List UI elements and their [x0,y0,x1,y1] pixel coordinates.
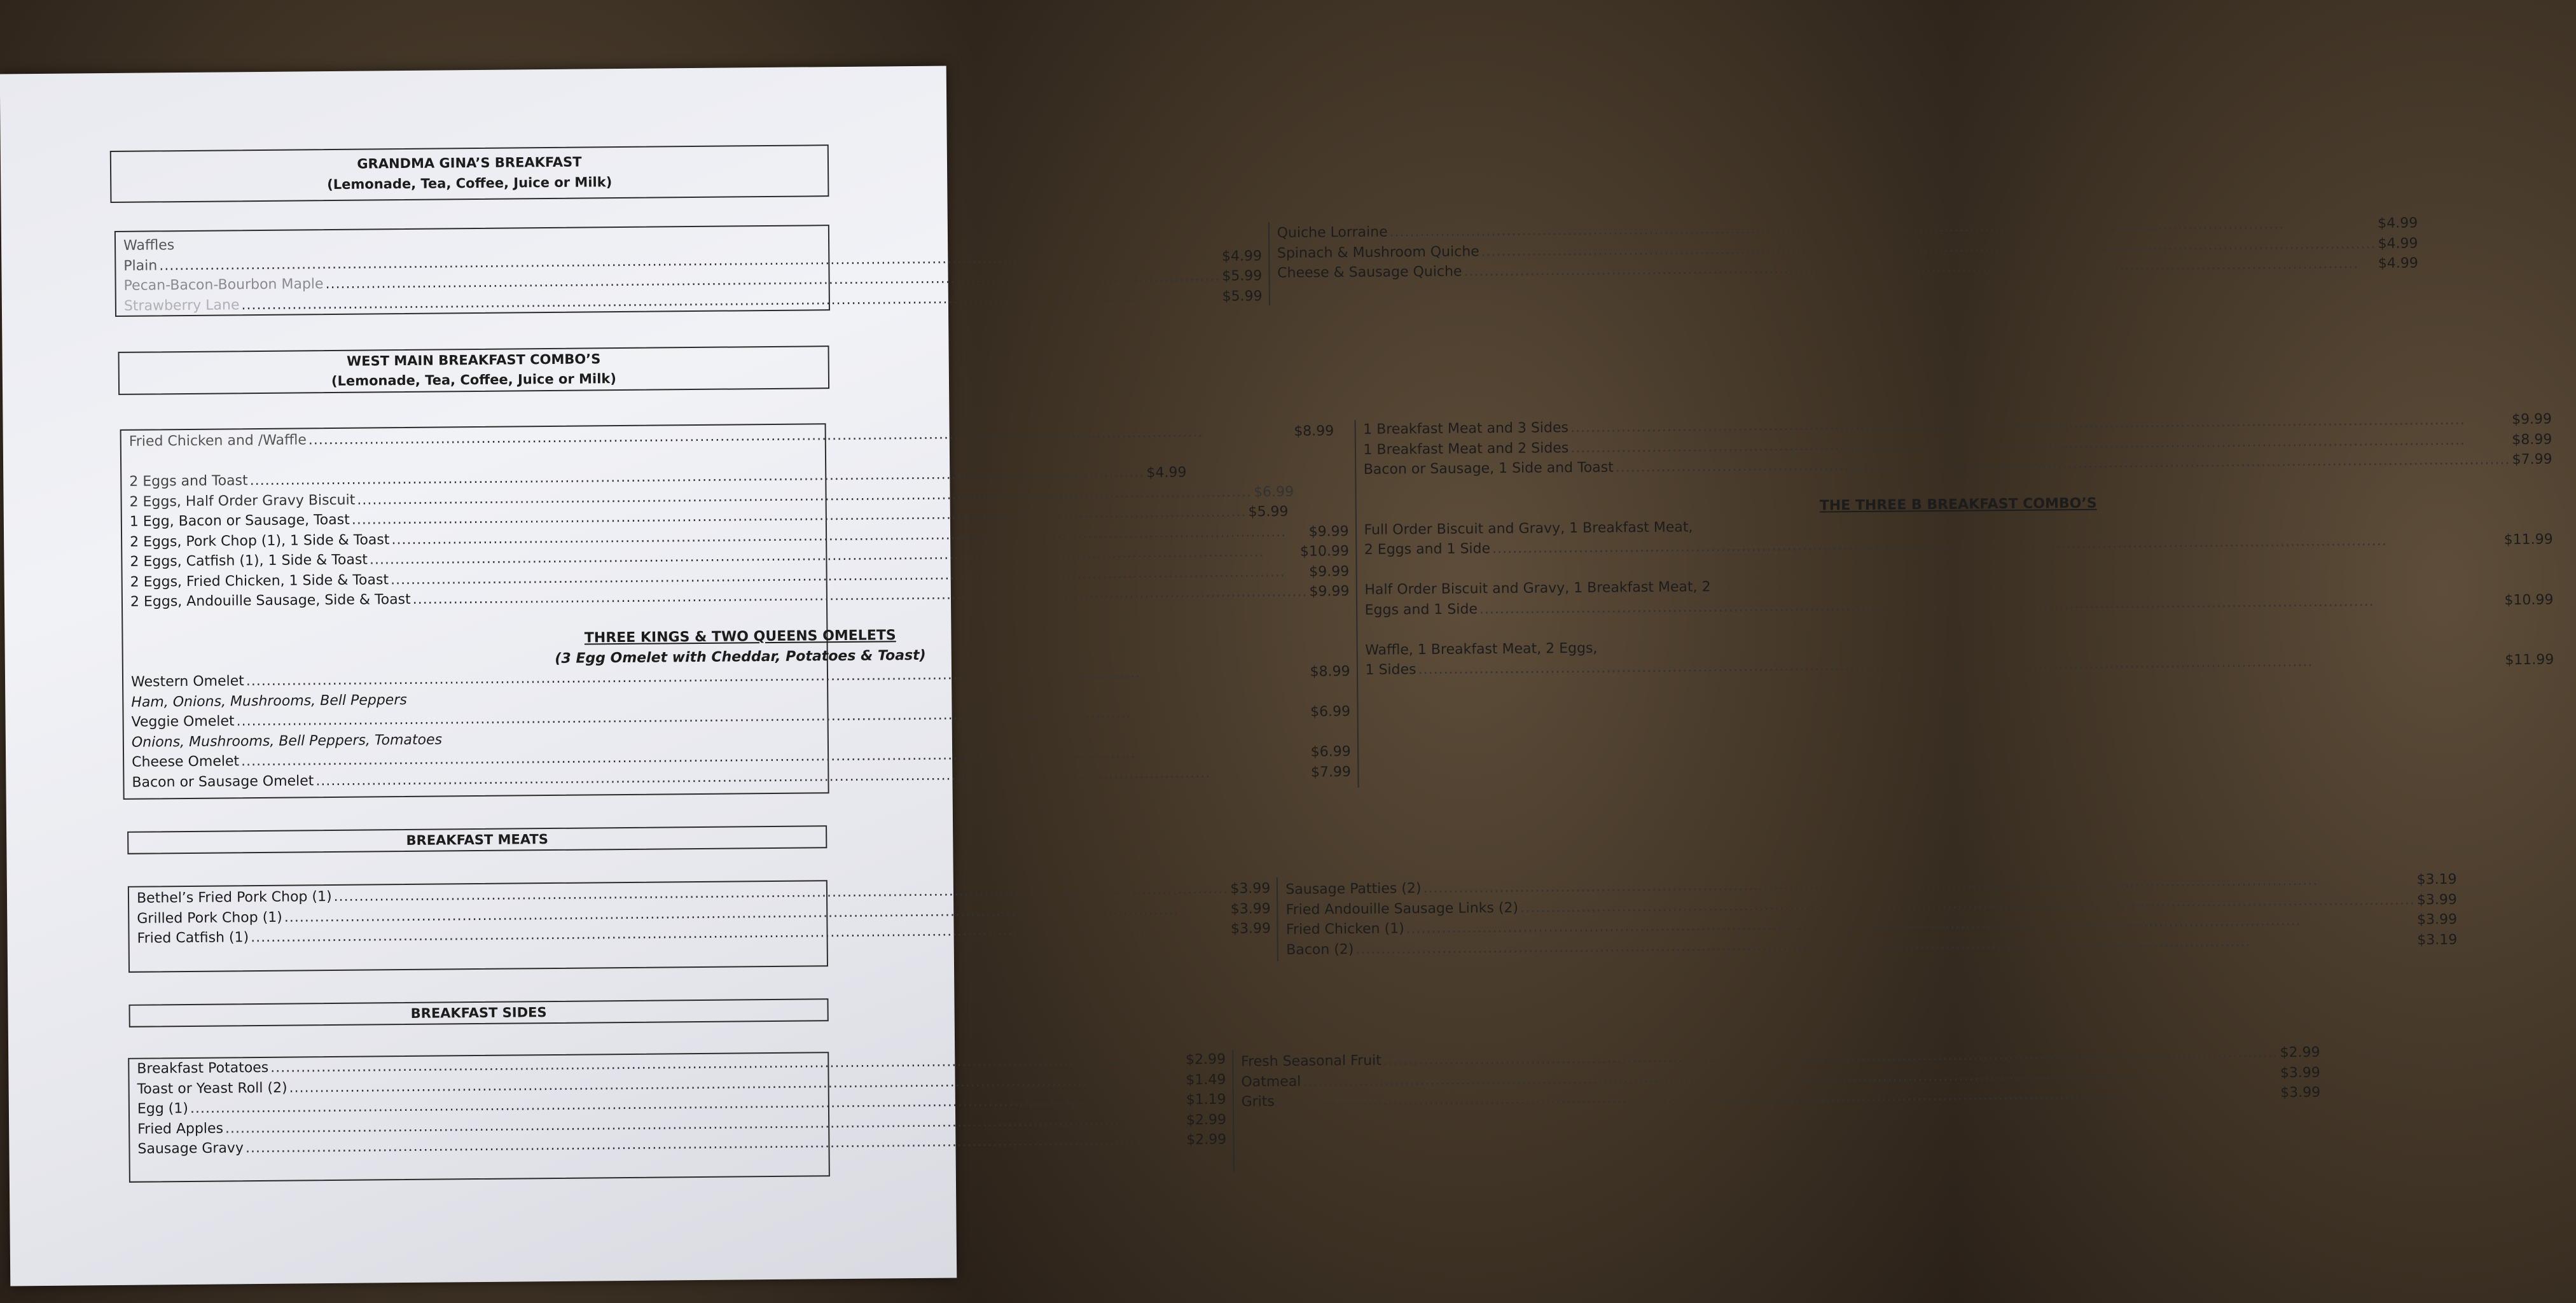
item-name: Grits [1241,1094,1275,1110]
item-name: Strawberry Lane [123,296,240,314]
item-name: Pecan-Bacon-Bourbon Maple [123,276,324,294]
item-name: Veggie Omelet [131,713,235,730]
item-name: 2 Eggs, Pork Chop (1), 1 Side & Toast [130,531,390,550]
item-price: $6.99 [1253,484,1294,500]
item-price: $5.99 [1222,288,1263,305]
item-price: $4.99 [2378,235,2418,252]
item-name: Eggs and 1 Side [1364,601,1478,618]
meats-table [128,871,2458,973]
sides-right-column [1232,1040,2336,1172]
item-name: Fried Andouille Sausage Links (2) [1285,900,1519,918]
breakfast-subtitle: (Lemonade, Tea, Coffee, Juice or Milk) [327,174,613,193]
item-price: $6.99 [1310,704,1351,720]
item-price: $3.99 [2416,911,2458,928]
item-description: Full Order Biscuit and Gravy, 1 Breakfast Meat, [1364,519,1693,538]
three-b-heading: THE THREE B BREAKFAST COMBO’S [1819,495,2097,514]
item-price: $3.99 [2280,1084,2321,1101]
item-name: 2 Eggs, Fried Chicken, 1 Side & Toast [130,571,389,590]
item-price: $3.99 [2280,1064,2320,1081]
combos-subtitle: (Lemonade, Tea, Coffee, Juice or Milk) [331,371,617,389]
item-name: Breakfast Potatoes [137,1059,269,1077]
item-price: $1.49 [1186,1071,1226,1088]
item-name: Bacon (2) [1286,941,1354,958]
item-name: Fried Apples [137,1120,224,1138]
item-price: $10.99 [1299,543,1349,560]
item-price: $3.99 [1230,881,1271,897]
item-price: $8.99 [1294,423,1334,440]
item-name: Sausage Patties (2) [1285,881,1422,898]
item-name: Toast or Yeast Roll (2) [137,1080,287,1097]
item-price: $11.99 [2505,652,2554,669]
item-name: Fried Chicken and /Waffle [128,432,307,450]
item-price: $4.99 [2378,215,2418,232]
item-name: 2 Eggs and Toast [129,473,248,490]
item-price: $7.99 [2512,451,2552,468]
item-name: Grilled Pork Chop (1) [137,909,282,927]
item-name: 1 Sides [1365,662,1416,678]
item-name: 2 Eggs, Half Order Gravy Biscuit [129,492,356,510]
item-name: 1 Egg, Bacon or Sausage, Toast [129,512,350,530]
item-price: $5.99 [1222,268,1263,284]
breakfast-title: GRANDMA GINA’S BREAKFAST [357,154,582,172]
item-name: Bethel’s Fried Pork Chop (1) [136,889,332,907]
item-description: Half Order Biscuit and Gravy, 1 Breakfast Meat, 2 [1364,579,1711,598]
item-price: $8.99 [2512,431,2552,448]
item-price: $9.99 [1308,523,1349,540]
item-name: Plain [123,257,158,274]
item-price: $3.99 [1230,900,1271,917]
quiche-column [1268,212,2425,305]
item-price: $2.99 [2280,1044,2320,1061]
item-price: $3.99 [2416,891,2457,908]
item-price: $10.99 [2504,592,2554,608]
meats-right-column [1277,867,2472,961]
omelets-heading: THREE KINGS & TWO QUEENS OMELETS [584,627,896,646]
item-price: $2.99 [1186,1131,1227,1148]
sides-table [128,1044,2321,1183]
item-name: Bacon or Sausage Omelet [132,772,314,791]
item-name: Quiche Lorraine [1277,224,1388,242]
item-name: Cheese Omelet [132,753,240,770]
item-price: $9.99 [1309,563,1350,580]
item-price: $4.99 [1221,247,1263,265]
combos-table [120,411,2554,800]
waffles-column [116,222,1269,316]
menu-paper [0,66,2554,1286]
item-price: $4.99 [1146,464,1187,481]
item-name: Fresh Seasonal Fruit [1240,1052,1381,1070]
combos-right-column [1354,409,2572,788]
combos-title: WEST MAIN BREAKFAST COMBO’S [346,351,601,369]
item-price: $7.99 [1310,763,1352,781]
item-price: $3.19 [2417,931,2458,948]
item-name: Fried Chicken (1) [1285,921,1404,938]
combos-header [118,345,830,395]
item-price: $4.99 [2378,255,2418,272]
item-name: Spinach & Mushroom Quiche [1277,243,1479,261]
item-name: 2 Eggs and 1 Side [1364,541,1491,558]
omelets-note: (3 Egg Omelet with Cheddar, Potatoes & Toast) [555,647,926,667]
item-price: $3.99 [1230,921,1271,937]
item-name: 2 Eggs, Andouille Sausage, Side & Toast [130,591,411,610]
meats-left-column [129,877,1277,972]
item-description: Ham, Onions, Mushrooms, Bell Peppers [131,692,407,711]
item-description: Waffle, 1 Breakfast Meat, 2 Eggs, [1365,640,1598,658]
item-price: $2.99 [1185,1051,1226,1068]
item-name: Cheese & Sausage Quiche [1277,263,1462,282]
breakfast-header [110,144,829,203]
sides-title: BREAKFAST SIDES [410,1005,547,1021]
meats-header [127,825,827,854]
item-name: Fried Catfish (1) [137,930,249,947]
sides-left-column [129,1050,1233,1181]
item-name: Western Omelet [130,673,244,690]
item-name: 1 Breakfast Meat and 3 Sides [1363,420,1569,438]
sides-header [128,998,828,1028]
item-description: Onions, Mushrooms, Bell Peppers, Tomatoes [131,732,443,751]
item-name: Oatmeal [1241,1073,1301,1090]
item-price: $1.19 [1186,1091,1226,1108]
item-price: $2.99 [1186,1111,1227,1128]
combos-left-column [121,420,1358,798]
item-price: $6.99 [1310,744,1351,760]
item-price: $3.19 [2416,871,2457,888]
item-price: $8.99 [1310,664,1350,680]
item-price: $9.99 [1309,583,1350,600]
item-name: Bacon or Sausage, 1 Side and Toast [1363,459,1614,478]
item-price: $5.99 [1248,503,1289,520]
item-name: 2 Eggs, Catfish (1), 1 Side & Toast [130,552,368,570]
item-price: $11.99 [2503,531,2553,548]
item-name: 1 Breakfast Meat and 2 Sides [1363,440,1569,458]
item-price: $9.99 [2511,411,2552,428]
meats-title: BREAKFAST MEATS [406,832,549,848]
item-name: Sausage Gravy [137,1140,244,1157]
waffles-heading: Waffles [123,237,175,254]
waffles-quiche-table [114,215,2418,317]
item-name: Egg (1) [137,1101,189,1117]
